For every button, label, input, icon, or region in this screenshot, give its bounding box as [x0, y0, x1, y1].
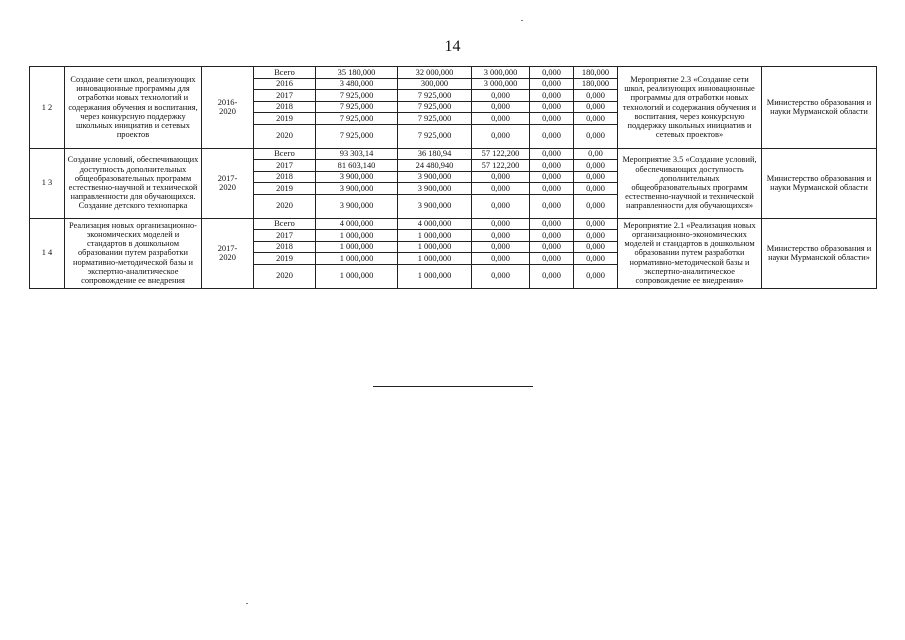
value-cell-v3: 0,000	[472, 230, 530, 242]
value-cell-v2: 7 925,000	[398, 101, 472, 113]
value-cell-v1: 3 480,000	[316, 78, 398, 90]
value-cell-v1: 81 603,140	[316, 160, 398, 172]
value-cell-v5: 180,000	[574, 67, 618, 79]
year-cell: Всего	[254, 218, 316, 230]
page-number: 14	[444, 38, 461, 55]
value-cell-v2: 32 000,000	[398, 67, 472, 79]
value-cell-v3: 3 000,000	[472, 78, 530, 90]
scan-speck	[246, 603, 248, 604]
value-cell-v1: 1 000,000	[316, 230, 398, 242]
value-cell-v2: 7 925,000	[398, 90, 472, 102]
program-event: Мероприятие 2.3 «Создание сети школ, реализующих инновационные программы для отработки новых технологий и содержания обучения и воспитания, через конкурсную поддержку школьных инициатив и сетевых проектов»	[618, 67, 762, 149]
row-number: 1 2	[30, 67, 65, 149]
value-cell-v2: 24 480,940	[398, 160, 472, 172]
value-cell-v2: 3 900,000	[398, 183, 472, 195]
value-cell-v5: 0,000	[574, 124, 618, 148]
value-cell-v3: 57 122,200	[472, 148, 530, 160]
value-cell-v4: 0,000	[530, 78, 574, 90]
scan-speck	[521, 20, 523, 21]
value-cell-v4: 0,000	[530, 194, 574, 218]
value-cell-v5: 0,000	[574, 101, 618, 113]
value-cell-v4: 0,000	[530, 241, 574, 253]
value-cell-v2: 7 925,000	[398, 113, 472, 125]
value-cell-v5: 0,000	[574, 230, 618, 242]
measure-name: Создание условий, обеспечивающих доступность дополнительных общеобразовательных программ естественно-научной и технической направленности для обучающихся. Создание детского технопарка	[65, 148, 202, 218]
value-cell-v2: 3 900,000	[398, 194, 472, 218]
value-cell-v5: 0,000	[574, 264, 618, 288]
year-cell: 2018	[254, 241, 316, 253]
value-cell-v3: 0,000	[472, 264, 530, 288]
year-cell: 2020	[254, 194, 316, 218]
value-cell-v4: 0,000	[530, 253, 574, 265]
value-cell-v4: 0,000	[530, 264, 574, 288]
value-cell-v3: 0,000	[472, 90, 530, 102]
value-cell-v1: 4 000,000	[316, 218, 398, 230]
value-cell-v4: 0,000	[530, 171, 574, 183]
measure-period: 2017- 2020	[202, 218, 254, 288]
value-cell-v4: 0,000	[530, 67, 574, 79]
value-cell-v5: 0,000	[574, 241, 618, 253]
value-cell-v5: 0,000	[574, 113, 618, 125]
value-cell-v3: 0,000	[472, 218, 530, 230]
value-cell-v3: 0,000	[472, 124, 530, 148]
budget-table	[29, 66, 877, 289]
value-cell-v4: 0,000	[530, 148, 574, 160]
program-event: Мероприятие 3.5 «Создание условий, обеспечивающих доступность дополнительных общеобразовательных программ естественно-научной и технической направленности для обучающихся»	[618, 148, 762, 218]
value-cell-v5: 0,000	[574, 160, 618, 172]
value-cell-v5: 0,000	[574, 253, 618, 265]
value-cell-v3: 3 000,000	[472, 67, 530, 79]
measure-name: Реализация новых организационно-экономических моделей и стандартов в дошкольном образовании путем разработки нормативно-методической базы и экспертно-аналитическое сопровождение ее внедрения	[65, 218, 202, 288]
year-cell: 2019	[254, 113, 316, 125]
value-cell-v1: 7 925,000	[316, 113, 398, 125]
value-cell-v5: 0,000	[574, 218, 618, 230]
value-cell-v4: 0,000	[530, 124, 574, 148]
value-cell-v3: 0,000	[472, 171, 530, 183]
value-cell-v1: 1 000,000	[316, 264, 398, 288]
year-cell: 2018	[254, 101, 316, 113]
measure-period: 2016- 2020	[202, 67, 254, 149]
value-cell-v1: 93 303,14	[316, 148, 398, 160]
year-cell: 2016	[254, 78, 316, 90]
value-cell-v4: 0,000	[530, 90, 574, 102]
value-cell-v2: 36 180,94	[398, 148, 472, 160]
value-cell-v5: 0,000	[574, 183, 618, 195]
year-cell: Всего	[254, 148, 316, 160]
value-cell-v5: 0,00	[574, 148, 618, 160]
value-cell-v2: 3 900,000	[398, 171, 472, 183]
value-cell-v2: 1 000,000	[398, 241, 472, 253]
footer-rule	[373, 386, 533, 387]
executor: Министерство образования и науки Мурманской области»	[762, 218, 877, 288]
measure-period: 2017- 2020	[202, 148, 254, 218]
row-number: 1 4	[30, 218, 65, 288]
program-event: Мероприятие 2.1 «Реализация новых организационно-экономических моделей и стандартов в дошкольном образовании путем разработки нормативно-методической базы и экспертно-аналитическое сопровождение ее внедрения»	[618, 218, 762, 288]
value-cell-v3: 0,000	[472, 101, 530, 113]
year-cell: 2019	[254, 253, 316, 265]
year-cell: 2017	[254, 90, 316, 102]
value-cell-v4: 0,000	[530, 183, 574, 195]
value-cell-v1: 35 180,000	[316, 67, 398, 79]
measure-name: Создание сети школ, реализующих инновационные программы для отработки новых технологий и содержания обучения и воспитания, через конкурсную поддержку школьных инициатив и сетевых проектов	[65, 67, 202, 149]
value-cell-v5: 0,000	[574, 90, 618, 102]
value-cell-v5: 180,000	[574, 78, 618, 90]
table-body	[30, 67, 877, 289]
table-row	[30, 148, 877, 160]
value-cell-v3: 0,000	[472, 113, 530, 125]
value-cell-v2: 1 000,000	[398, 264, 472, 288]
value-cell-v4: 0,000	[530, 160, 574, 172]
year-cell: 2020	[254, 124, 316, 148]
value-cell-v1: 1 000,000	[316, 241, 398, 253]
value-cell-v1: 3 900,000	[316, 171, 398, 183]
value-cell-v2: 7 925,000	[398, 124, 472, 148]
value-cell-v2: 300,000	[398, 78, 472, 90]
value-cell-v3: 0,000	[472, 194, 530, 218]
value-cell-v4: 0,000	[530, 113, 574, 125]
value-cell-v5: 0,000	[574, 194, 618, 218]
value-cell-v1: 1 000,000	[316, 253, 398, 265]
value-cell-v1: 7 925,000	[316, 124, 398, 148]
year-cell: 2017	[254, 230, 316, 242]
value-cell-v3: 57 122,200	[472, 160, 530, 172]
value-cell-v3: 0,000	[472, 253, 530, 265]
executor: Министерство образования и науки Мурманской области	[762, 148, 877, 218]
year-cell: 2019	[254, 183, 316, 195]
year-cell: 2020	[254, 264, 316, 288]
row-number: 1 3	[30, 148, 65, 218]
value-cell-v5: 0,000	[574, 171, 618, 183]
value-cell-v4: 0,000	[530, 218, 574, 230]
table-row	[30, 218, 877, 230]
value-cell-v2: 4 000,000	[398, 218, 472, 230]
value-cell-v1: 7 925,000	[316, 101, 398, 113]
value-cell-v1: 3 900,000	[316, 194, 398, 218]
value-cell-v3: 0,000	[472, 183, 530, 195]
executor: Министерство образования и науки Мурманской области	[762, 67, 877, 149]
value-cell-v3: 0,000	[472, 241, 530, 253]
value-cell-v1: 7 925,000	[316, 90, 398, 102]
value-cell-v4: 0,000	[530, 230, 574, 242]
value-cell-v2: 1 000,000	[398, 230, 472, 242]
table-row	[30, 67, 877, 79]
value-cell-v4: 0,000	[530, 101, 574, 113]
year-cell: 2018	[254, 171, 316, 183]
year-cell: Всего	[254, 67, 316, 79]
year-cell: 2017	[254, 160, 316, 172]
value-cell-v1: 3 900,000	[316, 183, 398, 195]
value-cell-v2: 1 000,000	[398, 253, 472, 265]
